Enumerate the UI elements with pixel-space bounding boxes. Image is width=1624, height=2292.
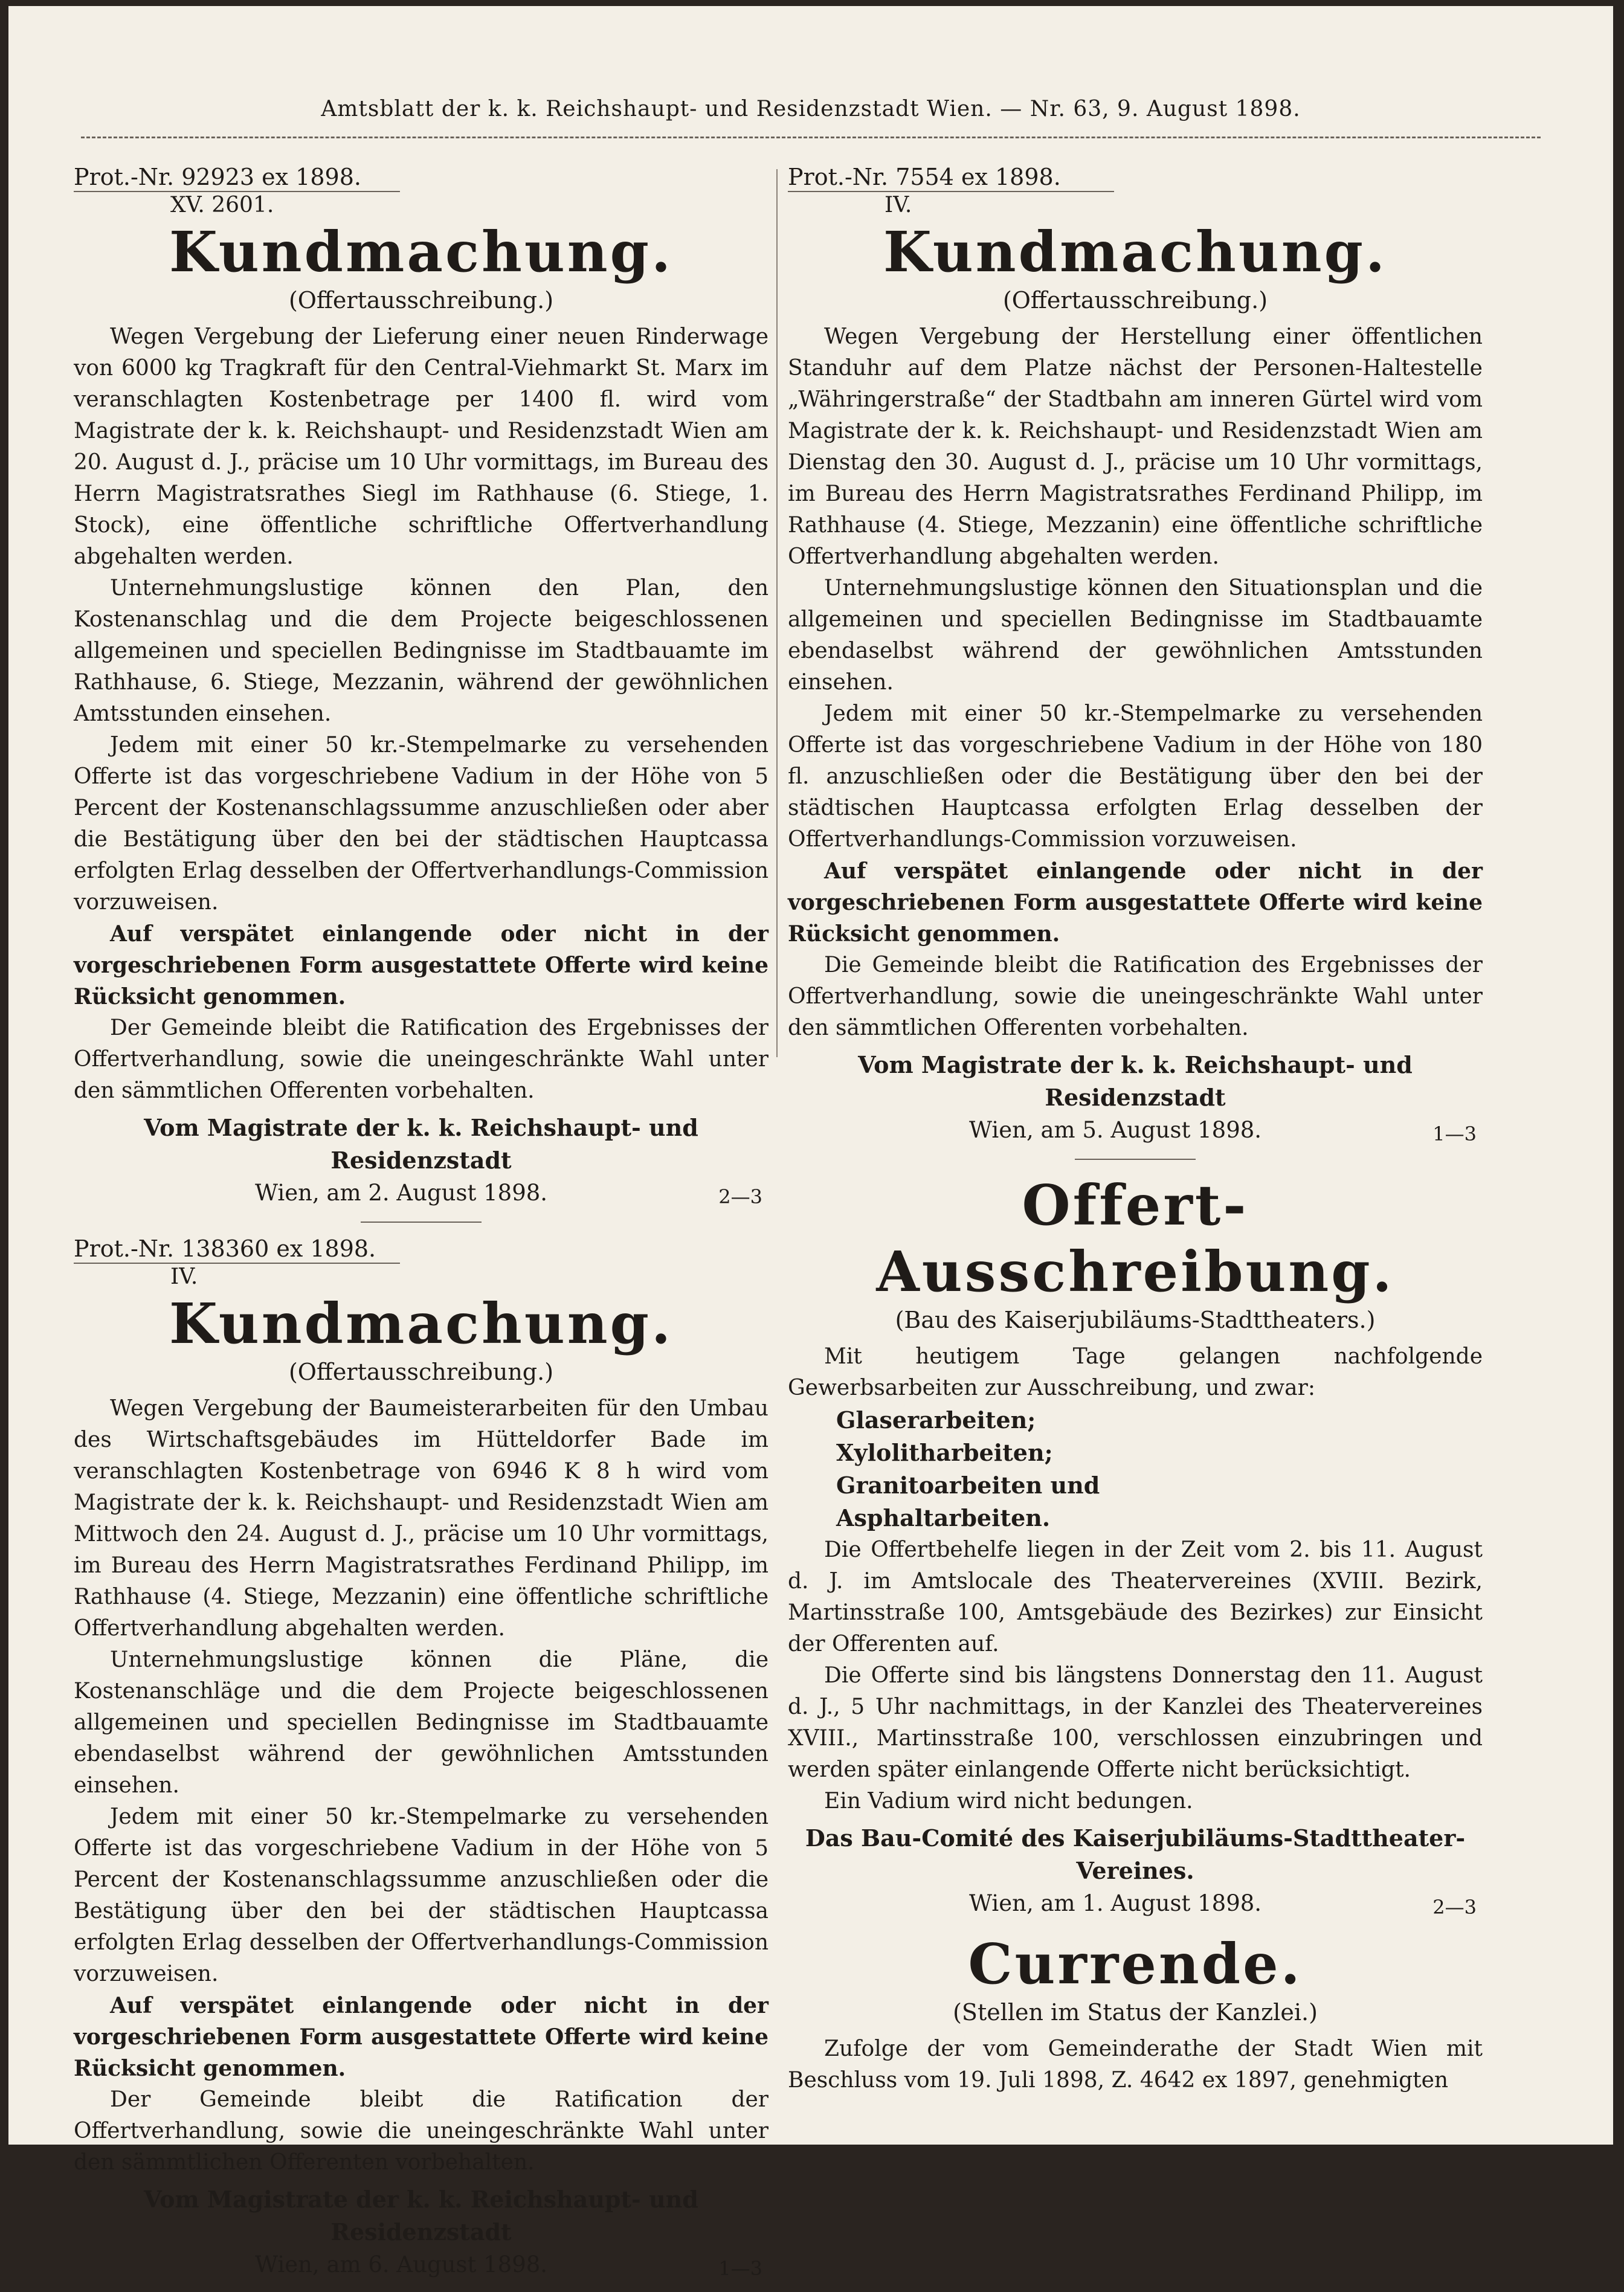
signature-line: Vom Magistrate der k. k. Reichshaupt- und Residenzstadt [144, 1114, 698, 1174]
dateline [788, 1114, 1483, 1147]
work-list [788, 1404, 1483, 1534]
newspaper-page [8, 6, 1613, 2280]
date-text: Wien, am 1. August 1898. [969, 1890, 1262, 1916]
notice-subtitle: (Bau des Kaiserjubiläums-Stadttheaters.) [895, 1307, 1376, 1333]
paragraph: Auf verspätet einlangende oder nicht in der vorgeschriebenen Form ausgestattete Offerte wird keine Rücksicht genommen. [74, 921, 768, 1009]
list-item: Glaserarbeiten; [836, 1406, 1036, 1434]
list-item: Xylolitharbeiten; [836, 1439, 1053, 1466]
paragraph: Wegen Vergebung der Baumeisterarbeiten für den Umbau des Wirtschaftsgebäudes im Hütteldorfer Bade im veranschlagten Kostenbetrage von 6946 K 8 h wird vom Magistrate der k. k. Reichshaupt- und Residenzstadt Wien am Mittwoch den 24. August d. J., präcise um 10 Uhr vormittags, im Bureau des Herrn Magistratsrathes Ferdinand Philipp, im Rathhause (4. Stiege, Mezzanin) eine öffentliche schriftliche Offertverhandlung abgehalten werden. [74, 1396, 768, 1641]
notice-92923 [74, 163, 768, 1209]
issue-count: 2—3 [1432, 1896, 1477, 1919]
dateline [74, 1177, 768, 1209]
protocol-number: Prot.-Nr. 92923 ex 1898. [74, 163, 400, 192]
page-header: Amtsblatt der k. k. Reichshaupt- und Residenzstadt Wien. — Nr. 63, 9. August 1898. [321, 97, 1301, 121]
section-rule [1075, 1159, 1196, 1160]
date-text: Wien, am 5. August 1898. [969, 1117, 1262, 1143]
department-code: IV. [884, 193, 912, 217]
notice-subtitle: (Offertausschreibung.) [288, 287, 554, 314]
protocol-number: Prot.-Nr. 138360 ex 1898. [74, 1235, 400, 1264]
left-column [74, 163, 768, 2292]
offert-ausschreibung [788, 1172, 1483, 1920]
paragraph: Die Offerte sind bis längstens Donnerstag den 11. August d. J., 5 Uhr nachmittags, in der Kanzlei des Theatervereines XVIII., Martinsstraße 100, verschlossen einzubringen und werden später einlangende Offerte nicht berücksichtigt. [788, 1663, 1483, 1782]
paragraph: Unternehmungslustige können den Plan, den Kostenanschlag und die dem Projecte beigeschlossenen allgemeinen und speciellen Bedingnisse im Stadtbauamte im Rathhause, 6. Stiege, Mezzanin, während der gewöhnlichen Amtsstunden einsehen. [74, 576, 768, 726]
paragraph: Unternehmungslustige können die Pläne, die Kostenanschläge und die dem Projecte beigeschlossenen allgemeinen und speciellen Bedingnisse im Stadtbauamte ebendaselbst während der gewöhnlichen Amtsstunden einsehen. [74, 1647, 768, 1798]
paragraph: Jedem mit einer 50 kr.-Stempelmarke zu versehenden Offerte ist das vorgeschriebene Vadium in der Höhe von 5 Percent der Kostenanschlagssumme anzuschließen oder aber die Bestätigung über den bei der städtischen Hauptcassa erfolgten Erlag desselben der Offertverhandlungs-Commission vorzuweisen. [74, 733, 768, 915]
paragraph: Der Gemeinde bleibt die Ratification des Ergebnisses der Offertverhandlung, sowie die uneingeschränkte Wahl unter den sämmtlichen Offerenten vorbehalten. [74, 1016, 768, 1103]
notice-title: Currende. [968, 1931, 1303, 1997]
paragraph: Mit heutigem Tage gelangen nachfolgende Gewerbsarbeiten zur Ausschreibung, und zwar: [788, 1344, 1483, 1400]
date-text: Wien, am 6. August 1898. [255, 2252, 548, 2278]
notice-subtitle: (Offertausschreibung.) [1002, 287, 1268, 314]
column-divider [776, 169, 778, 1057]
notice-title: Kundmachung. [169, 1291, 674, 1356]
paragraph: Ein Vadium wird nicht bedungen. [824, 1789, 1193, 1814]
paragraph: Wegen Vergebung der Lieferung einer neuen Rinderwage von 6000 kg Tragkraft für den Central-Viehmarkt St. Marx im veranschlagten Kostenbetrage per 1400 fl. wird vom Magistrate der k. k. Reichshaupt- und Residenzstadt Wien am 20. August d. J., präcise um 10 Uhr vormittags, im Bureau des Herrn Magistratsrathes Siegl im Rathhause (6. Stiege, 1. Stock), eine öffentliche schriftliche Offertverhandlung abgehalten werden. [74, 324, 768, 569]
signature-line: Das Bau-Comité des Kaiserjubiläums-Stadttheater-Vereines. [805, 1824, 1466, 1884]
paragraph: Zufolge der vom Gemeinderathe der Stadt Wien mit Beschluss vom 19. Juli 1898, Z. 4642 ex 1897, genehmigten [788, 2036, 1483, 2093]
notice-title: Kundmachung. [169, 219, 674, 285]
paragraph: Der Gemeinde bleibt die Ratification der Offertverhandlung, sowie die uneingeschränkte Wahl unter den sämmtlichen Offerenten vorbehalten. [74, 2087, 768, 2175]
paragraph: Die Gemeinde bleibt die Ratification des Ergebnisses der Offertverhandlung, sowie die uneingeschränkte Wahl unter den sämmtlichen Offerenten vorbehalten. [788, 953, 1483, 1040]
date-text: Wien, am 2. August 1898. [255, 1180, 548, 1206]
list-item: Granitoarbeiten und [836, 1472, 1100, 1499]
signature-line: Vom Magistrate der k. k. Reichshaupt- und Residenzstadt [144, 2186, 698, 2245]
department-code: IV. [170, 1264, 198, 1289]
list-item: Asphaltarbeiten. [836, 1504, 1051, 1531]
paragraph: Unternehmungslustige können den Situationsplan und die allgemeinen und speciellen Bedingnisse im Stadtbauamte ebendaselbst während der gewöhnlichen Amtsstunden einsehen. [788, 576, 1483, 695]
currende [788, 1931, 1483, 2096]
paragraph: Jedem mit einer 50 kr.-Stempelmarke zu versehenden Offerte ist das vorgeschriebene Vadium in der Höhe von 5 Percent der Kostenanschlagssumme anzuschließen oder die Bestätigung über den bei der städtischen Hauptcassa erfolgten Erlag desselben der Offertverhandlungs-Commission vorzuweisen. [74, 1804, 768, 1986]
notice-title: Offert-Ausschreibung. [876, 1173, 1394, 1304]
notice-7554 [788, 163, 1483, 1147]
header-rule [81, 137, 1541, 138]
notice-138360 [74, 1235, 768, 2281]
right-column [788, 163, 1483, 2107]
signature-line: Vom Magistrate der k. k. Reichshaupt- und Residenzstadt [858, 1051, 1413, 1111]
dateline [74, 2249, 768, 2281]
notice-title: Kundmachung. [883, 219, 1388, 285]
dateline [788, 1887, 1483, 1920]
paragraph: Jedem mit einer 50 kr.-Stempelmarke zu versehenden Offerte ist das vorgeschriebene Vadium in der Höhe von 180 fl. anzuschließen oder die Bestätigung über den bei der städtischen Hauptcassa erfolgten Erlag desselben der Offertverhandlungs-Commission vorzuweisen. [788, 701, 1483, 852]
department-code: XV. 2601. [170, 193, 274, 217]
paragraph: Wegen Vergebung der Herstellung einer öffentlichen Standuhr auf dem Platze nächst der Personen-Haltestelle „Währingerstraße“ der Stadtbahn am inneren Gürtel wird vom Magistrate der k. k. Reichshaupt- und Residenzstadt Wien am Dienstag den 30. August d. J., präcise um 10 Uhr vormittags, im Bureau des Herrn Magistratsrathes Ferdinand Philipp, im Rathhause (4. Stiege, Mezzanin) eine öffentliche schriftliche Offertverhandlung abgehalten werden. [788, 324, 1483, 569]
issue-count: 2—3 [718, 1185, 762, 1208]
paragraph: Auf verspätet einlangende oder nicht in der vorgeschriebenen Form ausgestattete Offerte wird keine Rücksicht genommen. [74, 1993, 768, 2081]
paragraph: Auf verspätet einlangende oder nicht in der vorgeschriebenen Form ausgestattete Offerte wird keine Rücksicht genommen. [788, 858, 1483, 947]
issue-count: 1—3 [718, 2257, 762, 2280]
notice-subtitle: (Offertausschreibung.) [288, 1359, 554, 1385]
issue-count: 1—3 [1432, 1122, 1477, 1145]
paragraph: Die Offertbehelfe liegen in der Zeit vom 2. bis 11. August d. J. im Amtslocale des Theatervereines (XVIII. Bezirk, Martinsstraße 100, Amtsgebäude des Bezirkes) zur Einsicht der Offerenten auf. [788, 1537, 1483, 1656]
section-rule [361, 1222, 482, 1223]
notice-subtitle: (Stellen im Status der Kanzlei.) [953, 1999, 1318, 2026]
protocol-number: Prot.-Nr. 7554 ex 1898. [788, 163, 1114, 192]
